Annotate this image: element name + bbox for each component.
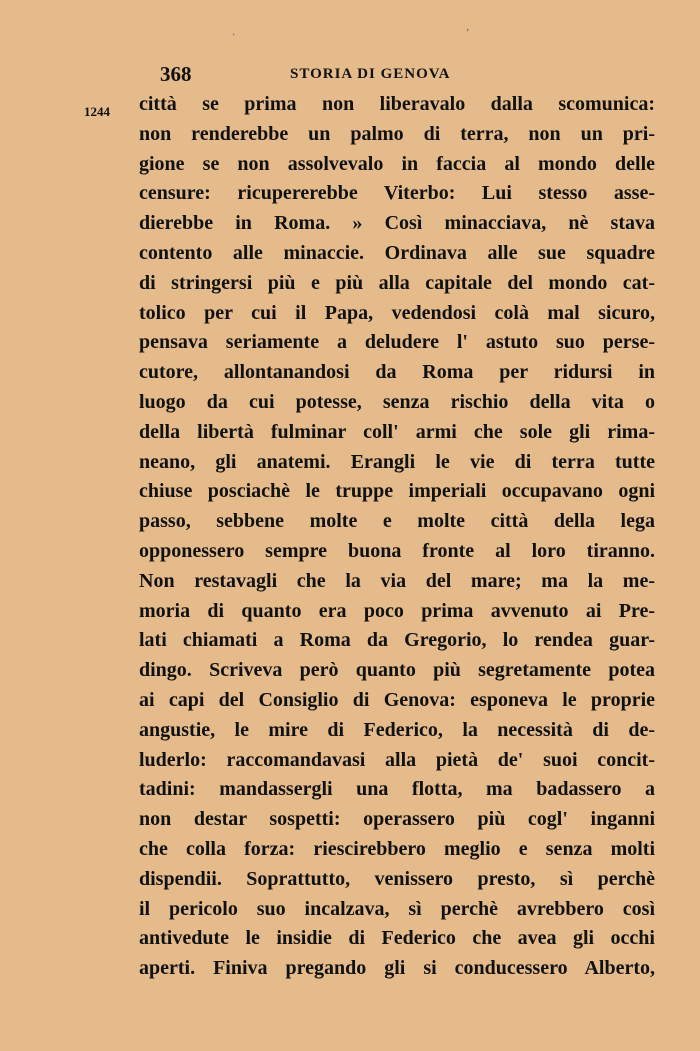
text-line: moria di quanto era poco prima avvenuto ai Pre- [139, 599, 655, 622]
text-line: angustie, le mire di Federico, la necessità di de- [139, 718, 655, 741]
text-line: di stringersi più e più alla capitale del mondo cat- [139, 271, 655, 294]
text-line: chiuse posciachè le truppe imperiali occupavano ogni [139, 480, 655, 503]
text-line: contento alle minaccie. Ordinava alle sue squadre [139, 241, 655, 264]
text-line: censure: ricupererebbe Viterbo: Lui stesso asse- [139, 182, 655, 205]
print-speck: · [232, 30, 236, 41]
page-header [160, 62, 470, 90]
text-line: tolico per cui il Papa, vedendosi colà mal sicuro, [139, 301, 655, 324]
margin-year-note: 1244 [84, 104, 110, 119]
text-line: antivedute le insidie di Federico che avea gli occhi [139, 927, 655, 950]
text-line: non destar sospetti: operassero più cogl' inganni [139, 808, 655, 831]
body-text [139, 90, 655, 984]
text-line: Non restavagli che la via del mare; ma la me- [139, 569, 655, 592]
page-number: 368 [160, 62, 192, 86]
text-line: dispendii. Soprattutto, venissero presto, sì perchè [139, 867, 655, 890]
text-line: opponessero sempre buona fronte al loro tiranno. [139, 539, 655, 562]
text-line: cutore, allontanandosi da Roma per ridursi in [139, 361, 655, 384]
text-line: non renderebbe un palmo di terra, non un pri- [139, 122, 655, 145]
text-line: il pericolo suo incalzava, sì perchè avrebbero così [139, 897, 655, 920]
text-line: lati chiamati a Roma da Gregorio, lo rendea guar- [139, 629, 655, 652]
text-line: neano, gli anatemi. Erangli le vie di terra tutte [139, 450, 655, 473]
text-line: passo, sebbene molte e molte città della lega [139, 510, 655, 533]
running-title: STORIA DI GENOVA [290, 66, 451, 82]
text-line: che colla forza: riescirebbero meglio e senza molti [139, 837, 655, 860]
text-line: luogo da cui potesse, senza rischio della vita o [139, 390, 655, 413]
text-line: dierebbe in Roma. » Così minacciava, nè stava [139, 212, 655, 235]
text-line: luderlo: raccomandavasi alla pietà de' suoi concit- [139, 748, 655, 771]
text-line: dingo. Scriveva però quanto più segretamente potea [139, 659, 655, 682]
text-line: pensava seriamente a deludere l' astuto suo perse- [139, 331, 655, 354]
text-line: aperti. Finiva pregando gli si conducessero Alberto, [139, 957, 655, 980]
text-line: tadini: mandassergli una flotta, ma badassero a [139, 778, 655, 801]
text-line: gione se non assolvevalo in faccia al mondo delle [139, 152, 655, 175]
text-line: della libertà fulminar coll' armi che sole gli rima- [139, 420, 655, 443]
print-speck: ʼ [466, 28, 470, 39]
text-line: ai capi del Consiglio di Genova: esponeva le proprie [139, 688, 655, 711]
text-line: città se prima non liberavalo dalla scomunica: [139, 93, 655, 115]
